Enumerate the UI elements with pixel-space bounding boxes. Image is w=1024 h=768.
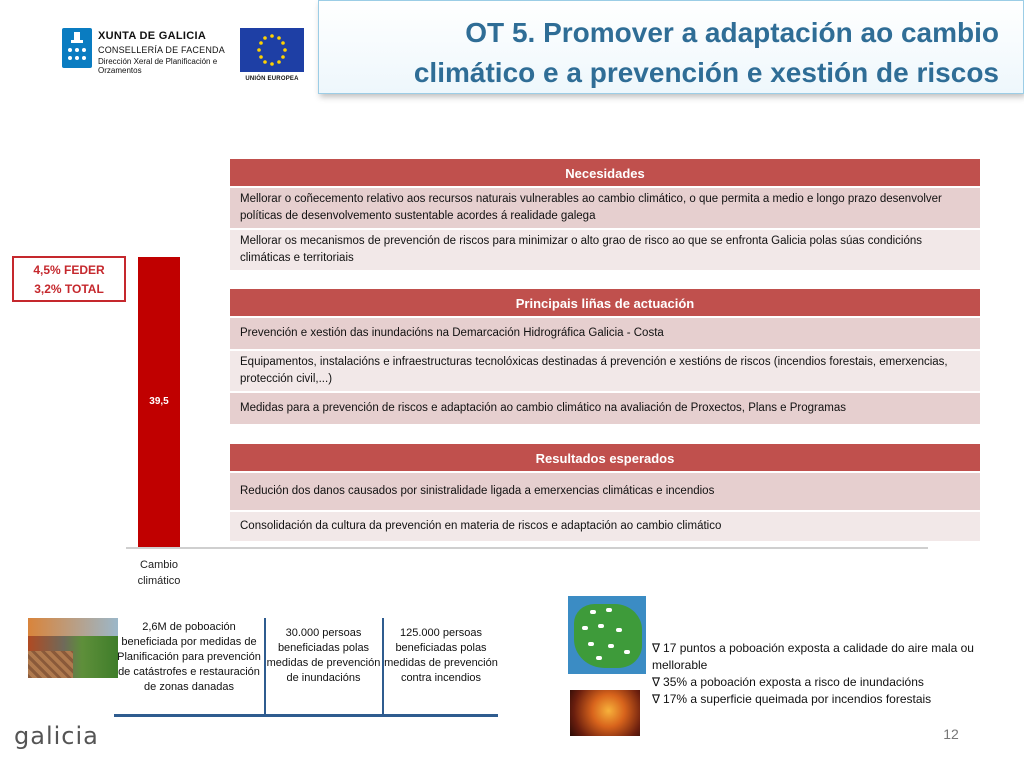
stat-planificacion: 2,6M de poboación beneficiada por medidas de Planificación para prevención de catástrofes e restauración de zonas danadas xyxy=(117,621,261,693)
climate-photo-icon xyxy=(28,618,118,678)
triangle-bullet-icon: ∇ xyxy=(652,692,661,706)
feder-share: 4,5% FEDER xyxy=(33,263,105,277)
eu-label: UNIÓN EUROPEA xyxy=(245,76,299,82)
triangle-bullet-icon: ∇ xyxy=(652,641,661,655)
triangle-bullet-icon: ∇ xyxy=(652,675,661,689)
eu-logo xyxy=(240,28,304,88)
stat-inundacions: 30.000 persoas beneficiadas polas medidas de prevención de inundacións xyxy=(266,627,381,684)
list-item: Medidas para a prevención de riscos e adaptación ao cambio climático na avaliación de Proxectos, Plans e Programas xyxy=(230,393,980,426)
title-line-2: climático e a prevención e xestión de riscos xyxy=(413,57,999,88)
chart-bar-value-label: 39,5 xyxy=(149,396,169,407)
list-item: Mellorar o coñecemento relativo aos recursos naturais vulnerables ao cambio climático, o que permita a medio e longo prazo desenvolver políticas de desenvolvemento sustentable acordes á realidade galega xyxy=(230,188,980,230)
list-item: Prevención e xestión das inundacións na Demarcación Hidrográfica Galicia - Costa xyxy=(230,318,980,351)
list-item: ∇ 17% a superficie queimada por incendios forestais xyxy=(652,692,932,706)
xunta-name: XUNTA DE GALICIA xyxy=(98,30,207,42)
section-heading: Resultados esperados xyxy=(230,444,980,473)
section-resultados xyxy=(230,444,980,543)
galicia-map-icon xyxy=(568,596,646,674)
forest-fire-photo-icon xyxy=(570,690,640,736)
section-linas-actuacion xyxy=(230,289,980,426)
chart-x-axis xyxy=(126,547,928,549)
galicia-brand-logo: galicia xyxy=(14,722,99,750)
list-item: Redución dos danos causados por sinistralidade ligada a emerxencias climáticas e incendios xyxy=(230,473,980,512)
list-item: Consolidación da cultura da prevención en materia de riscos e adaptación ao cambio climático xyxy=(230,512,980,543)
section-necesidades xyxy=(230,159,980,272)
section-heading: Necesidades xyxy=(230,159,980,188)
conselleria-name: CONSELLERÍA DE FACENDA xyxy=(98,45,225,55)
beneficiaries-stats xyxy=(114,618,498,718)
eu-flag-icon xyxy=(240,28,304,72)
list-item: ∇ 35% a poboación exposta a risco de inundacións xyxy=(652,675,924,689)
xunta-logo xyxy=(62,28,232,80)
stat-incendios: 125.000 persoas beneficiadas polas medidas de prevención contra incendios xyxy=(384,627,498,684)
indicators-list xyxy=(652,640,1012,708)
slide-title xyxy=(318,0,1024,94)
total-share: 3,2% TOTAL xyxy=(34,282,104,296)
page-number: 12 xyxy=(943,726,959,742)
direccion-name: Dirección Xeral de Planificación e Orzamentos xyxy=(98,57,218,75)
chart-category-label: Cambio climático xyxy=(137,559,181,587)
list-item: Mellorar os mecanismos de prevención de riscos para minimizar o alto grao de risco ao que se enfronta Galicia polas súas condicións climáticas e territoriais xyxy=(230,230,980,272)
list-item: ∇ 17 puntos a poboación exposta a calidade do aire mala ou mellorable xyxy=(652,641,974,672)
xunta-shield-icon xyxy=(62,28,92,68)
title-line-1: OT 5. Promover a adaptación ao cambio xyxy=(465,17,999,48)
section-heading: Principais liñas de actuación xyxy=(230,289,980,318)
funding-badge xyxy=(12,256,126,302)
list-item: Equipamentos, instalacións e infraestructuras tecnolóxicas destinadas á prevención e xestións de riscos (incendios forestais, emerxencias, protección civil,...) xyxy=(230,351,980,393)
stat-baseline xyxy=(114,714,498,717)
